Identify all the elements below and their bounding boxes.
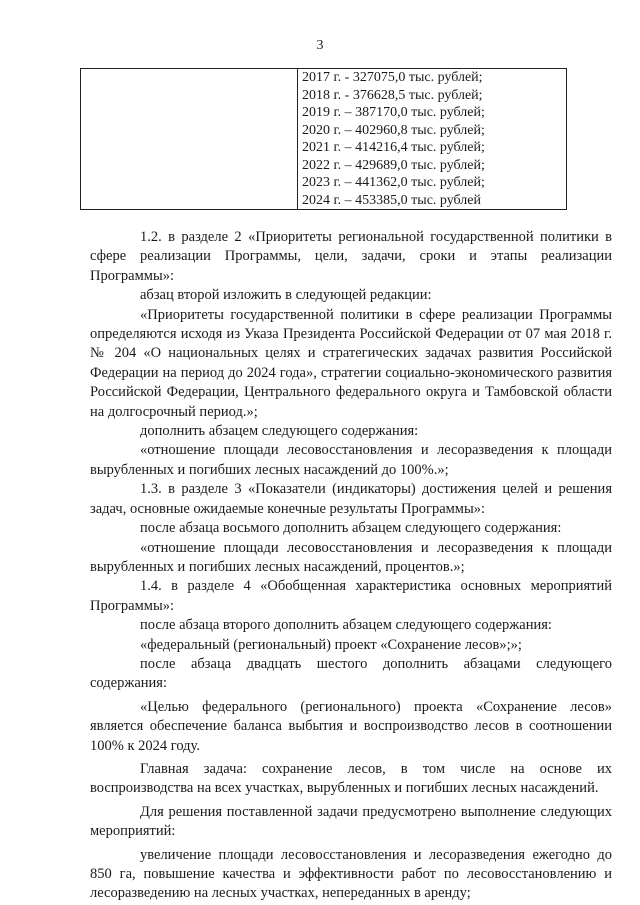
funding-line: 2024 г. – 453385,0 тыс. рублей [302,192,481,208]
paragraph-section-1-2: 1.2. в разделе 2 «Приоритеты региональной государственной политики в сфере реализации Программы, цели, задачи, сроки и этапы реализации Программы»: [90,229,612,284]
paragraph: Для решения поставленной задачи предусмотрено выполнение следующих мероприятий: [90,803,612,840]
paragraph-quote: «отношение площади лесовосстановления и лесоразведения к площади вырубленных и погибших лесных насаждений до 100%.»; [90,442,612,478]
page-number: 3 [316,38,324,53]
paragraph: после абзаца восьмого дополнить абзацем следующего содержания: [140,520,562,537]
funding-line: 2020 г. – 402960,8 тыс. рублей; [302,122,485,138]
paragraph-section-1-3: 1.3. в разделе 3 «Показатели (индикаторы) достижения целей и решения задач, основные ожидаемые конечные результаты Программы»: [90,481,612,517]
paragraph-quote: «отношение площади лесовосстановления и лесоразведения к площади вырубленных и погибших лесных насаждений, процентов.»; [90,539,612,575]
funding-line: 2023 г. – 441362,0 тыс. рублей; [302,175,485,190]
paragraph-quote-priorities: «Приоритеты государственной политики в сфере реализации Программы определяются исходя из Указа Президента Российской Федерации от 07 мая 2018 г. № 204 «О национальных целях и стратегических задачах развития Российской Федерации на период до 2024 года», стратегии социально-экономического развития Российской Федерации, Центрального федерального округа и Тамбовской области на долгосрочный период.»; [90,306,612,420]
funding-line: 2018 г. - 376628,5 тыс. рублей; [302,87,483,103]
table-row [81,69,567,210]
document-body [90,228,612,904]
funding-table [80,68,567,210]
paragraph: после абзаца второго дополнить абзацем следующего содержания: [140,617,552,634]
paragraph: дополнить абзацем следующего содержания: [140,423,419,440]
paragraph: после абзаца двадцать шестого дополнить абзацами следующего содержания: [90,655,612,692]
funding-line: 2021 г. – 414216,4 тыс. рублей; [302,140,485,155]
paragraph: увеличение площади лесовосстановления и лесоразведения ежегодно до 850 га, повышение качества и эффективности работ по лесовосстановлению и лесоразведению на лесных участках, непереданных в аренду; [90,846,612,902]
funding-line: 2019 г. – 387170,0 тыс. рублей; [302,105,485,120]
paragraph-quote-goal: «Целью федерального (регионального) проекта «Сохранение лесов» является обеспечение баланса выбытия и воспроизводство лесов в соотношении 100% к 2024 году. [90,698,612,754]
table-funding-cell [298,69,567,210]
funding-line: 2017 г. - 327075,0 тыс. рублей; [302,70,483,85]
paragraph-section-1-4: 1.4. в разделе 4 «Обобщенная характеристика основных мероприятий Программы»: [90,578,612,614]
paragraph: «федеральный (региональный) проект «Сохранение лесов»;»; [140,636,522,653]
paragraph: абзац второй изложить в следующей редакции: [140,287,432,304]
funding-line: 2022 г. – 429689,0 тыс. рублей; [302,157,485,173]
table-empty-cell [81,69,298,210]
paragraph-main-task: Главная задача: сохранение лесов, в том числе на основе их воспроизводства на всех участках, вырубленных и погибших лесных насаждений. [90,760,612,797]
